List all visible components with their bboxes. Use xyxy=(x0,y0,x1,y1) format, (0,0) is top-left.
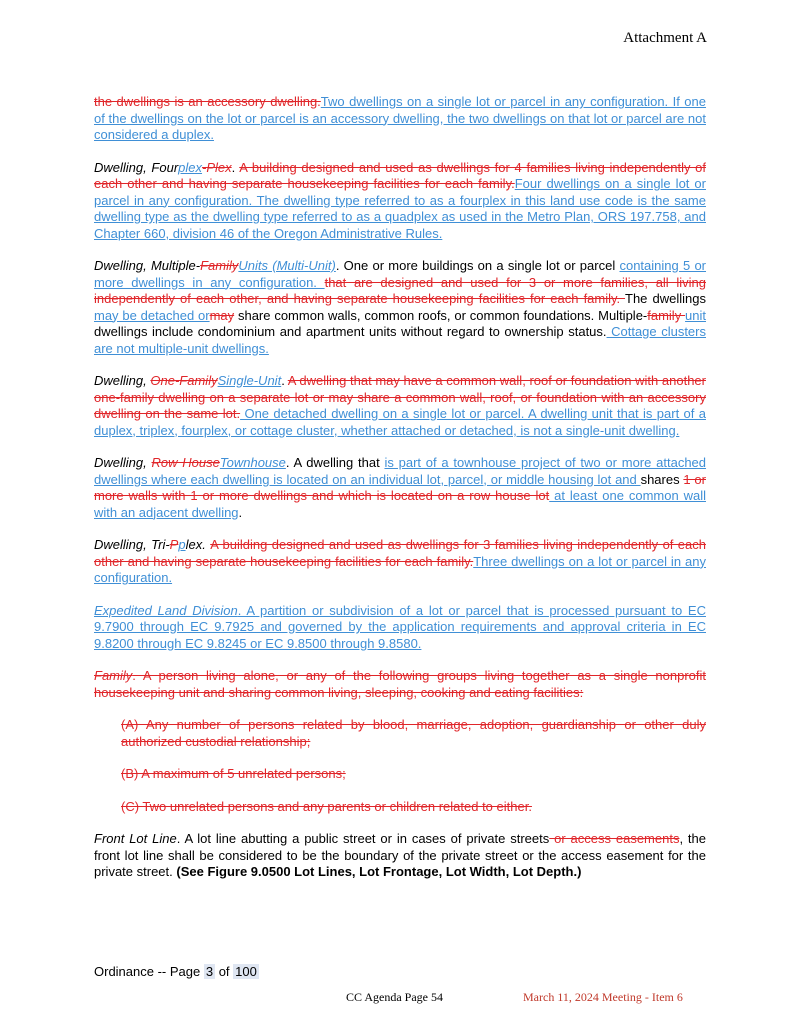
paragraph-townhouse-definition xyxy=(94,455,706,521)
deleted-text: may xyxy=(209,307,235,323)
meeting-label: March 11, 2024 Meeting - Item 6 xyxy=(523,990,683,1004)
deleted-text: (C) Two unrelated persons and any parents or children related to either. xyxy=(121,798,532,814)
deleted-text: family xyxy=(647,307,686,323)
term-label: Dwelling, xyxy=(94,455,152,470)
term-label: Dwelling, Four xyxy=(94,159,179,175)
inserted-text: Four dwellings on a single lot or parcel in any configuration. The dwelling type referred to as a fourplex in this land use code is the same dwelling type as the dwelling type referred to as a quadplex as used in the Metro Plan, ORS 197.758, and Chapter 660, division 46 of the Oregon Administrative Rules. xyxy=(94,176,706,241)
paragraph-front-lot-line xyxy=(94,831,706,881)
body-text: share common walls, common roofs, or common foundations. Multiple- xyxy=(234,307,648,323)
list-item-a xyxy=(121,717,706,750)
term-label: Front Lot Line xyxy=(94,831,177,846)
inserted-text: is part of a townhouse project of two or more attached dwellings where each dwelling is located on an individual lot, parcel, or middle housing lot and xyxy=(94,455,707,487)
inserted-text: Townhouse xyxy=(219,455,286,470)
inserted-text: One detached dwelling on a single lot or parcel. A dwelling unit that is part of a duplex, triplex, fourplex, or cottage cluster, whether attached or detached, is not a single-unit dwelling. xyxy=(94,406,706,438)
deleted-text: . A person living alone, or any of the following groups living together as a single nonprofit housekeeping unit and sharing common living, sleeping, cooking and eating facilities: xyxy=(94,668,706,700)
page-footer xyxy=(94,964,259,979)
page-total: 100 xyxy=(235,964,257,979)
deleted-text: (B) A maximum of 5 unrelated persons; xyxy=(121,766,346,781)
inserted-text: p xyxy=(178,537,186,552)
inserted-text: Single-Unit xyxy=(217,373,282,388)
deleted-text: -Plex xyxy=(202,159,232,175)
deleted-text: A building designed and used as dwellings for 4 families living independently of each other and having separate housekeeping facilities for each family. xyxy=(94,159,706,191)
deleted-text: A dwelling that may have a common wall, roof or foundation with another one-family dwelling on a separate lot or may share a common wall, roof, or foundation with an accessory dwelling on the same lot. xyxy=(94,373,706,421)
term-label: Dwelling, Tri- xyxy=(94,537,170,552)
inserted-text: containing 5 or more dwellings in any configuration. xyxy=(94,258,707,290)
inserted-text: may be detached or xyxy=(94,307,210,323)
body-text: . A lot line abutting a public street or in cases of private streets xyxy=(176,831,550,846)
term-label: Dwelling, Multiple- xyxy=(94,258,201,273)
inserted-term: Expedited Land Division xyxy=(94,602,238,618)
page-number: 3 xyxy=(205,964,214,979)
paragraph-fourplex-definition xyxy=(94,160,706,243)
term-label: Dwelling, xyxy=(94,373,151,388)
deleted-text: or access easements xyxy=(549,831,680,846)
body-text: , the front lot line shall be considered to be the boundary of the private street or the access easement for the private street. xyxy=(94,831,707,879)
body-text: . xyxy=(238,504,243,520)
deleted-text: that are designed and used for 3 or more families, all living independently of each other, and having separate housekeeping facilities for each family. xyxy=(94,274,706,306)
inserted-text: Three dwellings on a lot or parcel in any configuration. xyxy=(94,553,706,585)
body-text: The dwellings xyxy=(625,291,706,306)
list-item-c xyxy=(121,799,706,816)
deleted-text: Row House xyxy=(151,455,220,470)
inserted-text: unit xyxy=(685,307,707,323)
attachment-header: Attachment A xyxy=(623,30,707,46)
deleted-text: P xyxy=(169,537,179,552)
inserted-text: at least one common wall with an adjacent dwelling xyxy=(94,488,706,520)
deleted-text: One-Family xyxy=(150,373,218,388)
deleted-text: Family xyxy=(200,258,239,273)
body-text: dwellings include condominium and apartment units without regard to ownership status. xyxy=(94,324,607,339)
body-text: . xyxy=(281,373,288,388)
paragraph-multiple-unit-definition xyxy=(94,258,706,357)
paragraph-duplex-definition xyxy=(94,94,706,144)
paragraph-triplex-definition xyxy=(94,537,706,587)
inserted-text: Two dwellings on a single lot or parcel in any configuration. If one of the dwellings on the lot or parcel is an accessory dwelling, the two dwellings on that lot or parcel are not considered a duplex. xyxy=(94,94,706,142)
paragraph-single-unit-definition xyxy=(94,373,706,439)
paragraph-expedited-land-division xyxy=(94,603,706,653)
figure-reference: (See Figure 9.0500 Lot Lines, Lot Frontage, Lot Width, Lot Depth.) xyxy=(176,864,582,879)
inserted-text: Units (Multi-Unit) xyxy=(238,258,336,273)
deleted-text: A building designed and used as dwellings for 3 families living independently of each other and having separate housekeeping facilities for each family. xyxy=(94,537,706,569)
body-text: . xyxy=(231,159,240,175)
body-text: . A dwelling that xyxy=(285,455,385,470)
of-label: of xyxy=(215,964,234,979)
paragraph-family-definition xyxy=(94,668,706,701)
deleted-text: (A) Any number of persons related by blood, marriage, adoption, guardianship or other duly authorized custodial relationship; xyxy=(121,717,706,749)
inserted-text: . A partition or subdivision of a lot or parcel that is processed pursuant to EC 9.7900 through EC 9.7925 and governed by the application requirements and approval criteria in EC 9.8200 through EC 9.8245 or EC 9.8500 through 9.8580. xyxy=(94,602,706,651)
inserted-text: plex xyxy=(178,159,203,175)
term-label: lex. xyxy=(185,537,211,552)
inserted-text: Cottage clusters are not multiple-unit dwellings. xyxy=(94,324,706,356)
agenda-page-label: CC Agenda Page 54 xyxy=(346,990,443,1004)
list-item-b xyxy=(121,766,706,783)
body-text: . One or more buildings on a single lot or parcel xyxy=(335,258,620,273)
deleted-text: 1 or more walls with 1 or more dwellings and which is located on a row house lot xyxy=(94,471,706,503)
ordinance-label: Ordinance -- Page xyxy=(94,964,204,979)
deleted-text: the dwellings is an accessory dwelling. xyxy=(94,94,321,109)
body-text: shares xyxy=(640,471,684,487)
deleted-term: Family xyxy=(94,668,133,683)
document-body xyxy=(94,94,706,897)
